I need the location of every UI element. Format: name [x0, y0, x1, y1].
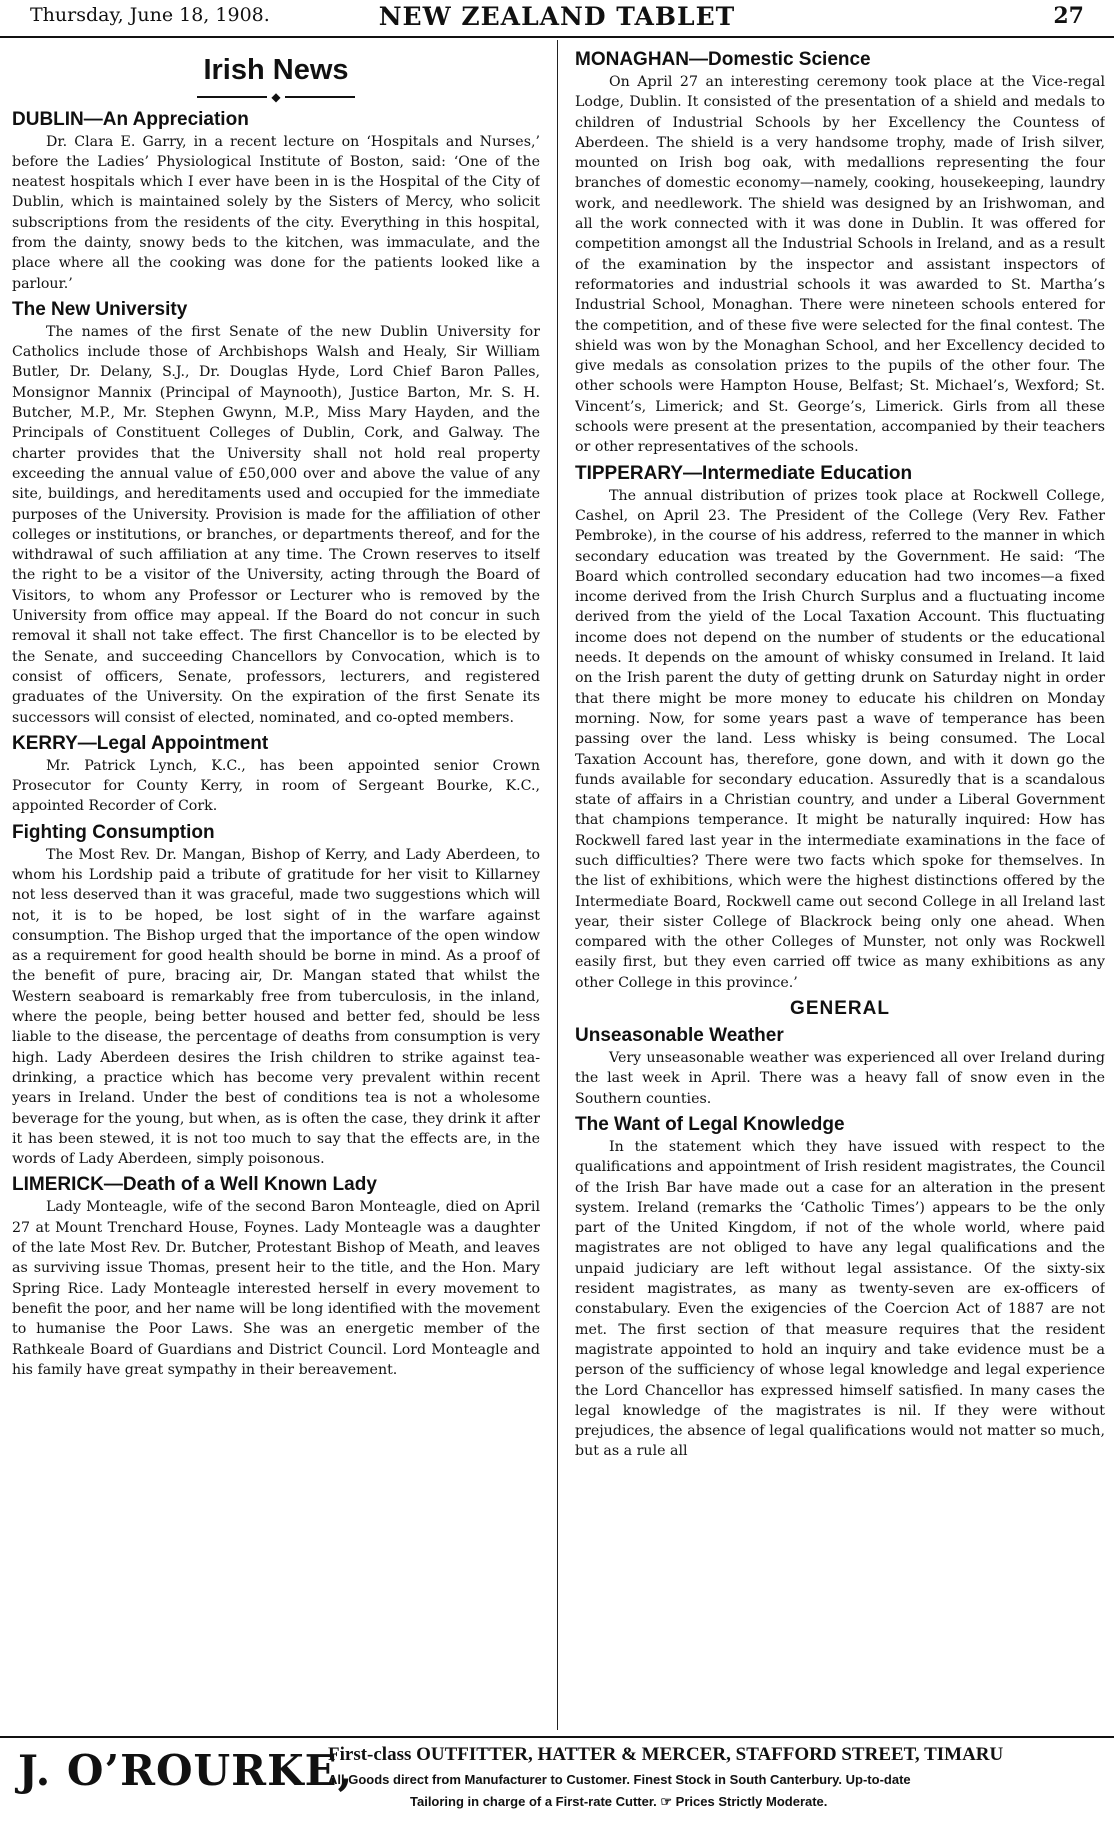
article [12, 299, 540, 728]
article [575, 49, 1105, 458]
article-body: The names of the first Senate of the new Dublin University for Catholics include those of Archbishops Walsh and Healy, Sir William Butler, Dr. Delany, S.J., Dr. Douglas Hyde, Lord Chief Baron Palles, Monsignor Mannix (Principal of Maynooth), Justice Barton, Mr. S. H. Butcher, M.P., Mr. Stephen Gwynn, M.P., Miss Mary Hayden, and the Principals of Constituent Colleges of Dublin, Cork, and Galway. The charter provides that the University shall not hold real property exceeding the annual value of £50,000 over and above the value of any site, buildings, and hereditaments used and occupied for the immediate purposes of the University. Provision is made for the affiliation of other colleges or institutions, or branches, or departments thereof, and for the withdrawal of such affiliation at any time. The Crown reserves to itself the right to be a visitor of the University, acting through the Board of Visitors, to whom any Professor or Lecturer who is removed by the University from office may appeal. If the Board do not concur in such removal it shall not take effect. The first Chancellor is to be elected by the Senate, and succeeding Chancellors by Convocation, which is to consist of officers, Senate, professors, lecturers, and registered graduates of the University. On the expiration of the first Senate its successors will consist of elected, nominated, and co-opted members. [12, 323, 540, 726]
article-body: In the statement which they have issued with respect to the qualifications and appointment of Irish resident magistrates, the Council of the Irish Bar have made out a case for an alteration in the present system. Ireland (remarks the ‘Catholic Times’) appears to be the only part of the United Kingdom, if not of the whole world, where paid magistrates are not obliged to have any legal qualifications and the unpaid judiciary are left without legal assistance. Of the sixty-six resident magistrates, as many as twenty-seven are ex-officers of constabulary. Even the exigencies of the Coercion Act of 1887 are not met. The first section of that measure requires that the resident magistrate appointed to hold an inquiry and take evidence must be a person of the sufficiency of whose legal knowledge and legal experience the Lord Chancellor has expressed himself satisfied. In many cases the legal knowledge of the magistrates is nil. If they were without prejudices, the absence of legal qualifications would not matter so much, but as a rule all [575, 1138, 1105, 1460]
masthead [0, 0, 1114, 38]
article [575, 463, 1105, 993]
article-body: The Most Rev. Dr. Mangan, Bishop of Kerry, and Lady Aberdeen, to whom his Lordship paid a tribute of gratitude for her visit to Killarney not less deserved than it was graceful, made two suggestions which will not, it is to be hoped, be lost sight of in the warfare against consumption. The Bishop urged that the importance of the open window as a requirement for good health should be borne in mind. As a proof of the benefit of pure, bracing air, Dr. Mangan stated that whilst the Western seaboard is remarkably free from tuberculosis, in the inland, where the people, being better housed and better fed, should be less liable to the disease, the percentage of deaths from consumption is very high. Lady Aberdeen desires the Irish children to strike against tea-drinking, a practice which has become very prevalent within recent years in Ireland. Under the best of conditions tea is not a wholesome beverage for the young, but when, as is often the case, they drink it after it has been stewed, it is not too much to say that the effects are, in the words of Lady Aberdeen, simply poisonous. [12, 846, 540, 1168]
left-column [12, 44, 540, 1730]
article-heading: MONAGHAN—Domestic Science [575, 49, 871, 70]
article-heading: DUBLIN—An Appreciation [12, 108, 249, 130]
column-divider [557, 40, 558, 1730]
title-ornament [12, 89, 540, 104]
article [12, 1174, 540, 1380]
article [575, 1114, 1105, 1462]
article-heading: TIPPERARY—Intermediate Education [575, 462, 913, 484]
article [12, 822, 540, 1170]
advertiser-name: J. O’ROURKE, [18, 1746, 354, 1795]
article [12, 733, 540, 817]
advert-line-1: First-class OUTFITTER, HATTER & MERCER, STAFFORD STREET, TIMARU [328, 1744, 1004, 1765]
section-title: Irish News [203, 54, 349, 86]
article-body: Dr. Clara E. Garry, in a recent lecture on ‘Hospitals and Nurses,’ before the Ladies’ Physiological Institute of Boston, said: ‘One of the neatest hospitals which I ever have been in is the Hospital of the City of Dublin, which is maintained solely by the Sisters of Mercy, who solicit subscriptions from the residents of the city. Everything in this hospital, from the dainty, snowy beds to the kitchen, was immaculate, and the place where all the cooking was done for the patients looked like a parlour.’ [12, 133, 540, 292]
article [12, 109, 540, 294]
page-number: 27 [1053, 3, 1084, 29]
article-heading: The New University [12, 298, 188, 320]
article-body: Very unseasonable weather was experienced all over Ireland during the last week in April. There was a heavy fall of snow even in the Southern counties. [575, 1050, 1105, 1107]
article-body: Mr. Patrick Lynch, K.C., has been appointed senior Crown Prosecutor for County Kerry, in room of Sergeant Bourke, K.C., appointed Recorder of Cork. [12, 757, 540, 815]
masthead-date: Thursday, June 18, 1908. [30, 4, 270, 26]
advertisement-footer [0, 1736, 1114, 1822]
section-heading [575, 998, 1105, 1020]
article-heading: KERRY—Legal Appointment [12, 732, 269, 754]
diamond-ornament-icon: ◆ [271, 89, 281, 104]
advert-line-3: Tailoring in charge of a First-rate Cutter. ☞ Prices Strictly Moderate. [410, 1794, 828, 1809]
article-body: Lady Monteagle, wife of the second Baron Monteagle, died on April 27 at Mount Trenchard House, Foynes. Lady Monteagle was a daughter of the late Most Rev. Dr. Butcher, Protestant Bishop of Meath, and leaves as surviving issue Thomas, present heir to the title, and the Hon. Mary Spring Rice. Lady Monteagle interested herself in every movement to benefit the poor, and her name will be long identified with the movement to humanise the Poor Laws. She was an energetic member of the Rathkeale Board of Guardians and District Council. Lord Monteagle and his family have great sympathy in their bereavement. [12, 1199, 540, 1378]
article-heading: The Want of Legal Knowledge [575, 1113, 845, 1135]
general-heading: GENERAL [790, 998, 890, 1020]
article-body: The annual distribution of prizes took place at Rockwell College, Cashel, on April 23. The President of the College (Very Rev. Father Pembroke), in the course of his address, referred to the manner in which secondary education was treated by the Government. He said: ‘The Board which controlled secondary education had two incomes—a fixed income derived from the Irish Church Surplus and a fluctuating income derived from the yield of the Local Taxation Account. This fluctuating income does not depend on the number of students or the educational needs. It depends on the amount of whisky consumed in Ireland. It laid on the Irish parent the duty of getting drunk on Saturday night in order that there might be more money to educate his children on Monday morning. Now, for some years past a wave of temperance has been passing over the land. Less whisky is being consumed. The Local Taxation Account has, therefore, gone down, and with it down go the funds available for secondary education. Assuredly that is a scandalous state of affairs in a Christian country, and under a Liberal Government that champions temperance. It might be naturally inquired: How has Rockwell fared last year in the intermediate examinations in the face of such difficulties? There were two facts which spoke for themselves. In the list of exhibitions, which were the highest distinctions offered by the Intermediate Board, Rockwell came out second College in all Ireland last year, their sister College of Blackrock being only one ahead. When compared with the other Colleges of Munster, not only was Rockwell easily first, but they even carried off twice as many exhibitions as any other College in this province.’ [575, 487, 1105, 991]
article-heading: Fighting Consumption [12, 821, 215, 843]
masthead-title: NEW ZEALAND TABLET [378, 2, 736, 31]
advert-line-2: All Goods direct from Manufacturer to Customer. Finest Stock in South Canterbury. Up-to-date [328, 1772, 911, 1787]
article-heading: Unseasonable Weather [575, 1025, 784, 1047]
article [575, 1025, 1105, 1109]
right-column [575, 44, 1105, 1730]
article-body: On April 27 an interesting ceremony took place at the Vice-regal Lodge, Dublin. It consisted of the presentation of a shield and medals to children of Industrial Schools by her Excellency the Countess of Aberdeen. The shield is a very handsome trophy, made of Irish silver, mounted on Irish bog oak, with medallions representing the four branches of domestic economy—namely, cooking, housekeeping, laundry work, and needlework. The shield was designed by an Irishwoman, and all the work connected with it was done in Dublin. It was offered for competition amongst all the Industrial Schools in Ireland, and as a result of the examination by the inspector and assistant inspectors of reformatories and industrial schools it was awarded to St. Martha’s Industrial School, Monaghan. There were nineteen schools entered for the competition, and of these five were selected for the final contest. The shield was won by the Monaghan School, and her Excellency decided to give medals as consolation prizes to the pupils of the other four. The other schools were Hampton House, Belfast; St. Michael’s, Wexford; St. Vincent’s, Limerick; and St. George’s, Limerick. Girls from all these schools were present at the presentation, accompanied by their teachers or other representatives of the schools. [575, 74, 1105, 456]
article-heading: LIMERICK—Death of a Well Known Lady [12, 1174, 377, 1196]
